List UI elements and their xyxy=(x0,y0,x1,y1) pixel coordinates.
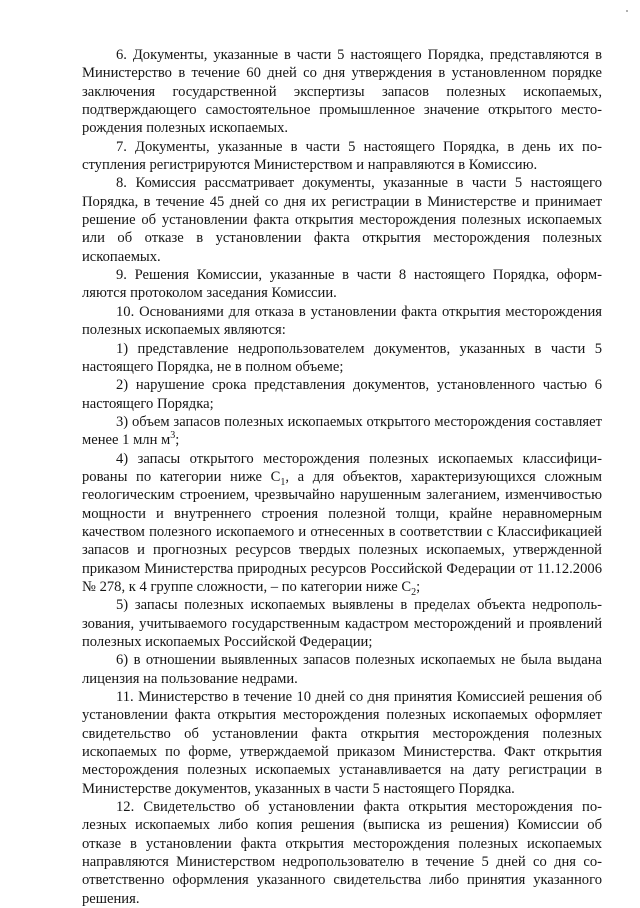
scan-artifact xyxy=(626,10,628,12)
category-c2-subscript: 2 xyxy=(411,586,417,598)
list-item-3 xyxy=(82,413,602,450)
paragraph-7: 7. Документы, указанные в части 5 настоящего Порядка, в день их поступления регистрируются Министерством и направляются в Комиссию. xyxy=(82,138,602,174)
list-item-4-text-start: 4) запасы открытого месторождения полезных ископаемых классифицированы по категории ниже С xyxy=(82,450,602,485)
list-item-1: 1) представление недропользователем документов, указанных в части 5 настоящего Порядка, не в полном объеме; xyxy=(82,340,602,375)
list-item-6: 6) в отношении выявленных запасов полезных ископаемых не была выдана лицензия на пользование недрами. xyxy=(82,652,602,687)
paragraph-8: 8. Комиссия рассматривает документы, указанные в части 5 настоящего Порядка, в течение 45 дней со дня их регистрации в Министерстве и принимает решение об установлении факта открытия месторождения полезных ископаемых или об отказе в установлении факта открытия месторождения полезных ископаемых. xyxy=(82,175,602,265)
paragraph-10: 10. Основаниями для отказа в установлении факта открытия месторождения полезных ископаемых являются: xyxy=(82,303,602,339)
list-item-3-text: 3) объем запасов полезных ископаемых открытого месторождения составляет менее 1 млн м xyxy=(82,413,602,449)
paragraph-12: 12. Свидетельство об установлении факта открытия месторождения полезных ископаемых либо копия решения (выписка из решения) Комиссии об отказе в установлении факта открытия месторождения полезных ископаемых направляются Министерством недропользователю в течение 5 дней со дня соответственно оформления указанного свидетельства либо принятия указанного решения. xyxy=(82,799,602,907)
paragraph-11: 11. Министерство в течение 10 дней со дня принятия Комиссией решения об установлении факта открытия месторождения полезных ископаемых оформляет свидетельство об установлении факта открытия месторождения полезных ископаемых по форме, утверждаемой приказом Министерства. Факт открытия месторождения полезных ископаемых устанавливается на дату регистрации в Министерстве документов, указанных в части 5 настоящего Порядка. xyxy=(82,689,602,797)
list-item-4 xyxy=(82,450,602,597)
document-page xyxy=(82,46,602,908)
list-item-5: 5) запасы полезных ископаемых выявлены в пределах объекта недропользования, учитываемого государственным кадастром месторождений и проявлений полезных ископаемых Российской Федерации; xyxy=(82,597,602,650)
list-item-2: 2) нарушение срока представления документов, установленного частью 6 настоящего Порядка; xyxy=(82,377,602,412)
paragraph-9: 9. Решения Комиссии, указанные в части 8 настоящего Порядка, оформляются протоколом заседания Комиссии. xyxy=(82,267,602,302)
category-c1-subscript: 1 xyxy=(280,476,286,488)
cubic-superscript: 3 xyxy=(170,430,176,442)
list-item-3-end: ; xyxy=(175,432,180,449)
paragraph-6: 6. Документы, указанные в части 5 настоящего Порядка, представляются в Министерство в течение 60 дней со дня утверждения в установленном порядке заключения государственной экспертизы запасов полезных ископаемых, подтверждающего самостоятельное промышленное значение открытого месторождения полезных ископаемых. xyxy=(82,47,602,137)
list-item-4-text-middle: , а для объектов, характеризующихся сложным геологическим строением, чрезвычайно нарушенным залеганием, изменчивостью мощности и внутреннего строения полезной толщи, крайне неравномерным качеством полезного ископаемого и отнесенных в соответствии с Классификацией запасов и прогнозных ресурсов твердых полезных ископаемых, утвержденной приказом Министерства природных ресурсов Российской Федерации от 11.12.2006 № 278, к 4 группе сложности, – по категории ниже С xyxy=(82,468,602,595)
list-item-4-end: ; xyxy=(416,578,421,595)
